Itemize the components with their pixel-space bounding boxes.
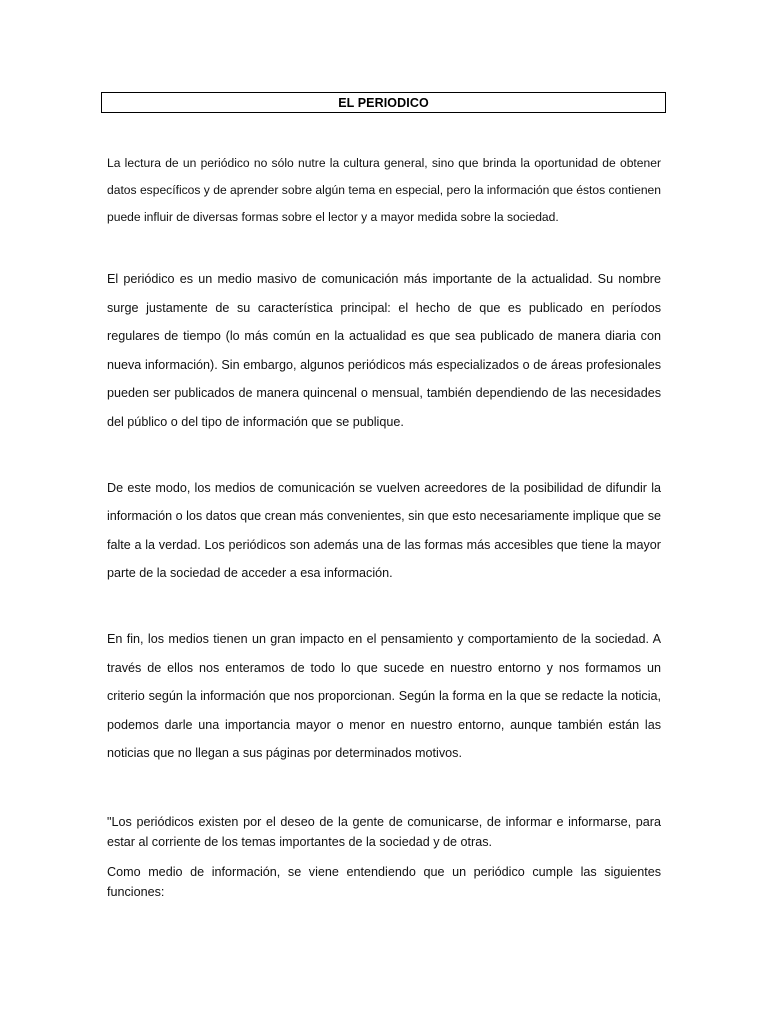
paragraph-2: El periódico es un medio masivo de comunicación más importante de la actualidad. Su nombre surge justamente de su característica principal: el hecho de que es publicado en períodos regulares de tiempo (lo más común en la actualidad es que sea publicado de manera diaria con nueva información). Sin embargo, algunos periódicos más especializados o de áreas profesionales pueden ser publicados de manera quincenal o mensual, también dependiendo de las necesidades del público o del tipo de información que se publique. xyxy=(107,272,661,429)
document-title: EL PERIODICO xyxy=(338,95,429,110)
paragraph-3: De este modo, los medios de comunicación se vuelven acreedores de la posibilidad de difundir la información o los datos que crean más convenientes, sin que esto necesariamente implique que se falte a la verdad. Los periódicos son además una de las formas más accesibles que tiene la mayor parte de la sociedad de acceder a esa información. xyxy=(107,481,661,581)
paragraph-1: La lectura de un periódico no sólo nutre la cultura general, sino que brinda la oportunidad de obtener datos específicos y de aprender sobre algún tema en especial, pero la información que éstos contienen puede influir de diversas formas sobre el lector y a mayor medida sobre la sociedad. xyxy=(107,156,661,224)
paragraph-5: "Los periódicos existen por el deseo de la gente de comunicarse, de informar e informarse, para estar al corriente de los temas importantes de la sociedad y de otras. xyxy=(107,815,661,849)
title-box xyxy=(101,92,666,113)
paragraph-4: En fin, los medios tienen un gran impacto en el pensamiento y comportamiento de la sociedad. A través de ellos nos enteramos de todo lo que sucede en nuestro entorno y nos formamos un criterio según la información que nos proporcionan. Según la forma en la que se redacte la noticia, podemos darle una importancia mayor o menor en nuestro entorno, aunque también están las noticias que no llegan a sus páginas por determinados motivos. xyxy=(107,632,661,761)
paragraph-6: Como medio de información, se viene entendiendo que un periódico cumple las siguientes funciones: xyxy=(107,865,661,899)
